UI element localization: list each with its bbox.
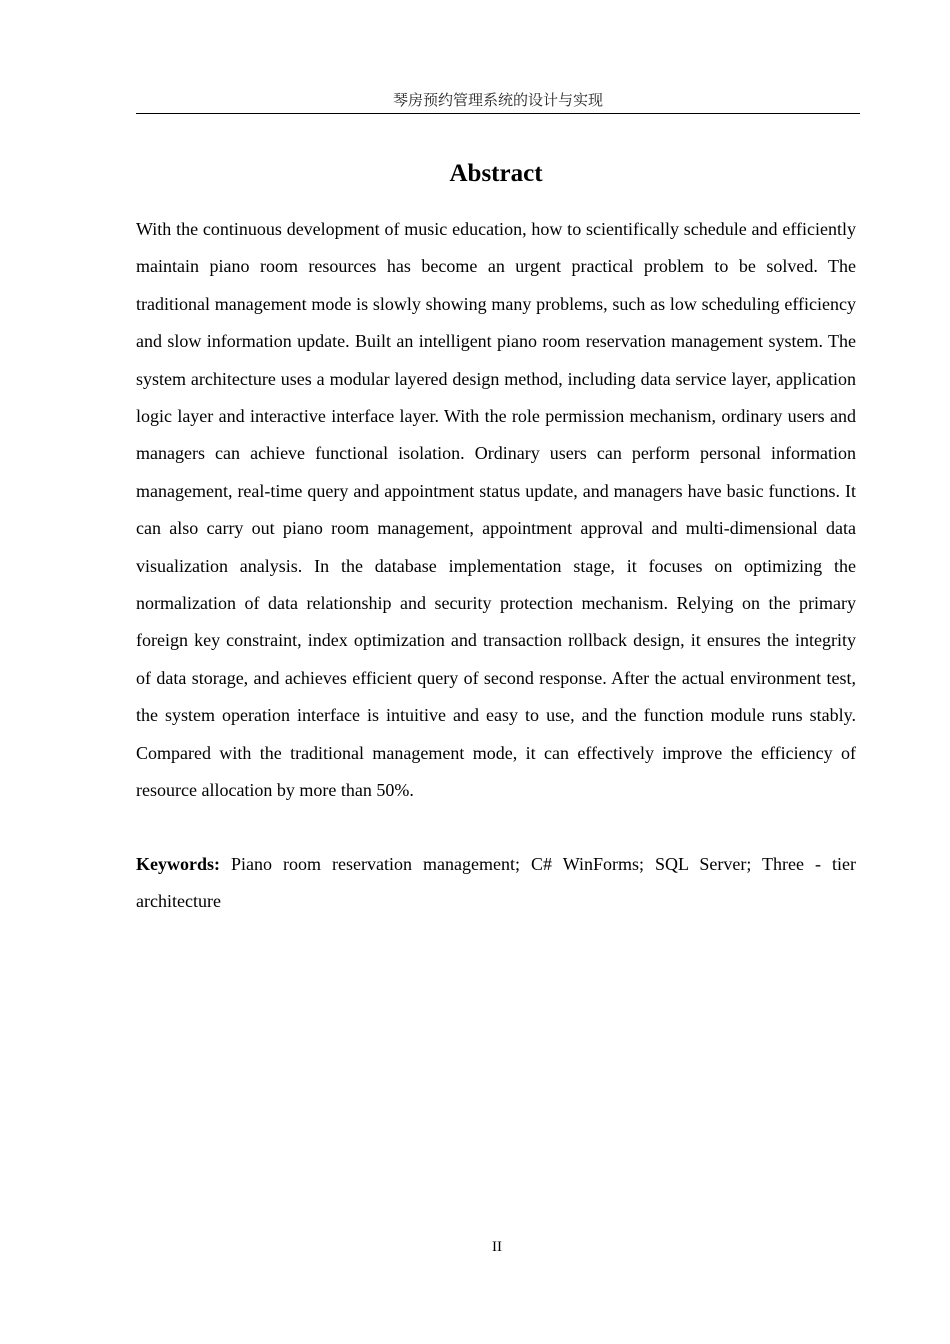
keywords-text: Piano room reservation management; C# WinForms; SQL Server; Three - tier architecture: [136, 854, 856, 912]
abstract-paragraph: With the continuous development of music education, how to scientifically schedule and efficiently maintain piano room resources has become an urgent practical problem to be solved. The traditional management mode is slowly showing many problems, such as low scheduling efficiency and slow information update. Built an intelligent piano room reservation management system. The system architecture uses a modular layered design method, including data service layer, application logic layer and interactive interface layer. With the role permission mechanism, ordinary users and managers can achieve functional isolation. Ordinary users can perform personal information management, real-time query and appointment status update, and managers have basic functions. It can also carry out piano room management, appointment approval and multi-dimensional data visualization analysis. In the database implementation stage, it focuses on optimizing the normalization of data relationship and security protection mechanism. Relying on the primary foreign key constraint, index optimization and transaction rollback design, it ensures the integrity of data storage, and achieves efficient query of second response. After the actual environment test, the system operation interface is intuitive and easy to use, and the function module runs stably. Compared with the traditional management mode, it can effectively improve the efficiency of resource allocation by more than 50%.: [136, 219, 856, 801]
running-header: 琴房预约管理系统的设计与实现: [392, 91, 603, 109]
keywords-line: [136, 846, 856, 921]
keywords-label: Keywords:: [136, 854, 220, 874]
header-divider: [136, 113, 860, 114]
abstract-title: Abstract: [449, 160, 543, 187]
page-number: II: [492, 1239, 502, 1255]
